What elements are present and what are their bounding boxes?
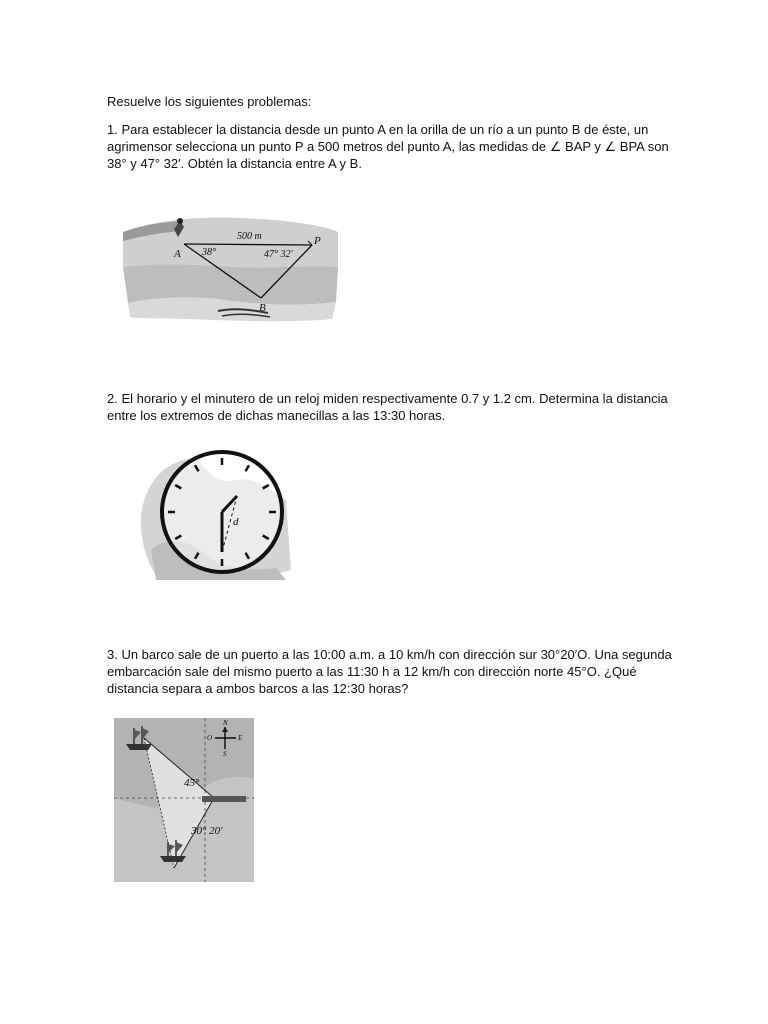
ships-figure — [114, 718, 254, 884]
label-p: P — [314, 235, 321, 247]
problem-1-line: 38° y 47° 32′. Obtén la distancia entre A y B. — [107, 156, 362, 171]
compass-e-label: E — [238, 734, 243, 742]
problem-1-line: agrimensor selecciona un punto P a 500 metros del punto A, las medidas de ∠ BAP y ∠ BPA son — [107, 139, 669, 154]
problem-1-line: 1. Para establecer la distancia desde un punto A en la orilla de un río a un punto B de éste, un — [107, 122, 649, 137]
compass-s-label: S — [223, 750, 227, 758]
problem-3-text — [107, 646, 672, 697]
angle-south-label: 30° 20′ — [191, 825, 223, 837]
problem-2-line: 2. El horario y el minutero de un reloj miden respectivamente 0.7 y 1.2 cm. Determina la distancia — [107, 391, 668, 406]
compass-n-label: N — [223, 719, 228, 727]
clock-figure — [136, 440, 296, 582]
distance-label: 500 m — [237, 231, 262, 242]
problem-2-text — [107, 390, 667, 424]
angle-p-label: 47° 32′ — [264, 249, 293, 260]
river-triangle-figure — [118, 207, 340, 325]
problem-3-line: distancia separa a ambos barcos a las 12:30 horas? — [107, 681, 409, 696]
label-d: d — [233, 516, 239, 528]
compass-o-label: O — [207, 734, 213, 742]
problem-2-line: entre los extremos de dichas manecillas a las 13:30 horas. — [107, 408, 446, 423]
problem-1-text — [107, 121, 667, 172]
angle-north-label: 45° — [184, 777, 200, 789]
port — [202, 796, 246, 802]
problem-3-line: 3. Un barco sale de un puerto a las 10:00 a.m. a 10 km/h con dirección sur 30°20′O. Una segunda — [107, 647, 672, 662]
angle-a-label: 38° — [202, 247, 216, 258]
label-a: A — [174, 248, 181, 260]
problem-3-line: embarcación sale del mismo puerto a las 11:30 h a 12 km/h con dirección norte 45°O. ¿Qué — [107, 664, 637, 679]
page-heading: Resuelve los siguientes problemas: — [107, 94, 312, 109]
label-b: B — [259, 302, 266, 314]
